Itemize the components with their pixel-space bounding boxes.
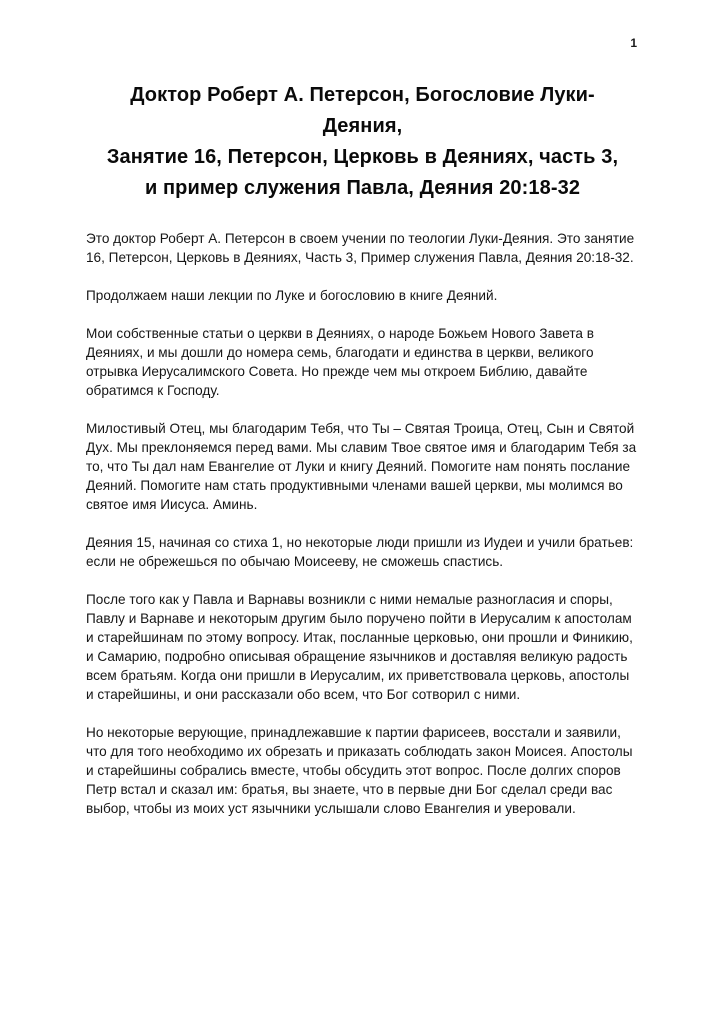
paragraph-intro: Это доктор Роберт А. Петерсон в своем учении по теологии Луки-Деяния. Это занятие 16, Петерсон, Церковь в Деяниях, Часть 3, Пример служения Павла, Деяния 20:18-32. [86,231,635,265]
paragraph-continue-lectures: Продолжаем наши лекции по Луке и богословию в книге Деяний. [86,288,498,303]
title-line-4: и пример служения Павла, Деяния 20:18-32 [144,177,581,199]
document-body [86,229,639,818]
paragraph-prayer: Милостивый Отец, мы благодарим Тебя, что Ты – Святая Троица, Отец, Сын и Святой Дух. Мы преклоняемся перед вами. Мы славим Твое святое имя и благодарим Тебя за то, что Ты дал нам Евангелие от Луки и книгу Деяний. Помогите нам понять послание Деяний. Помогите нам стать продуктивными членами вашей церкви, мы молимся во святое имя Иисуса. Аминь. [86,421,637,512]
paragraph-pharisees-peter: Но некоторые верующие, принадлежавшие к партии фарисеев, восстали и заявили, что для того необходимо их обрезать и приказать соблюдать закон Моисея. Апостолы и старейшины собрались вместе, чтобы обсудить этот вопрос. После долгих споров Петр встал и сказал им: братья, вы знаете, что в первые дни Бог сделал среди вас выбор, чтобы из моих уст язычники услышали слово Евангелия и уверовали. [86,725,633,816]
paragraph-paul-barnabas: После того как у Павла и Варнавы возникли с ними немалые разногласия и споры, Павлу и Варнаве и некоторым другим было поручено пойти в Иерусалим к апостолам и старейшинам по этому вопросу. Итак, посланные церковью, они прошли и Финикию, и Самарию, подробно описывая обращение язычников и доставляя великую радость всем братьям. Когда они пришли в Иерусалим, их приветствовала церковь, апостолы и старейшины, и они рассказали обо всем, что Бог сотворил с ними. [86,592,633,702]
title-line-2: Деяния, [322,115,403,137]
title-line-3: Занятие 16, Петерсон, Церковь в Деяниях, часть 3, [106,146,619,168]
page-number: 1 [630,36,637,50]
paragraph-acts-15-verse-1: Деяния 15, начиная со стиха 1, но некоторые люди пришли из Иудеи и учили братьев: если не обрежешься по обычаю Моисееву, не сможешь спастись. [86,535,634,569]
document-title [86,80,639,204]
title-line-1: Доктор Роберт А. Петерсон, Богословие Луки- [130,84,595,106]
paragraph-articles-church: Мои собственные статьи о церкви в Деяниях, о народе Божьем Нового Завета в Деяниях, и мы дошли до номера семь, благодати и единства в церкви, великого отрывка Иерусалимского Совета. Но прежде чем мы откроем Библию, давайте обратимся к Господу. [86,326,594,398]
